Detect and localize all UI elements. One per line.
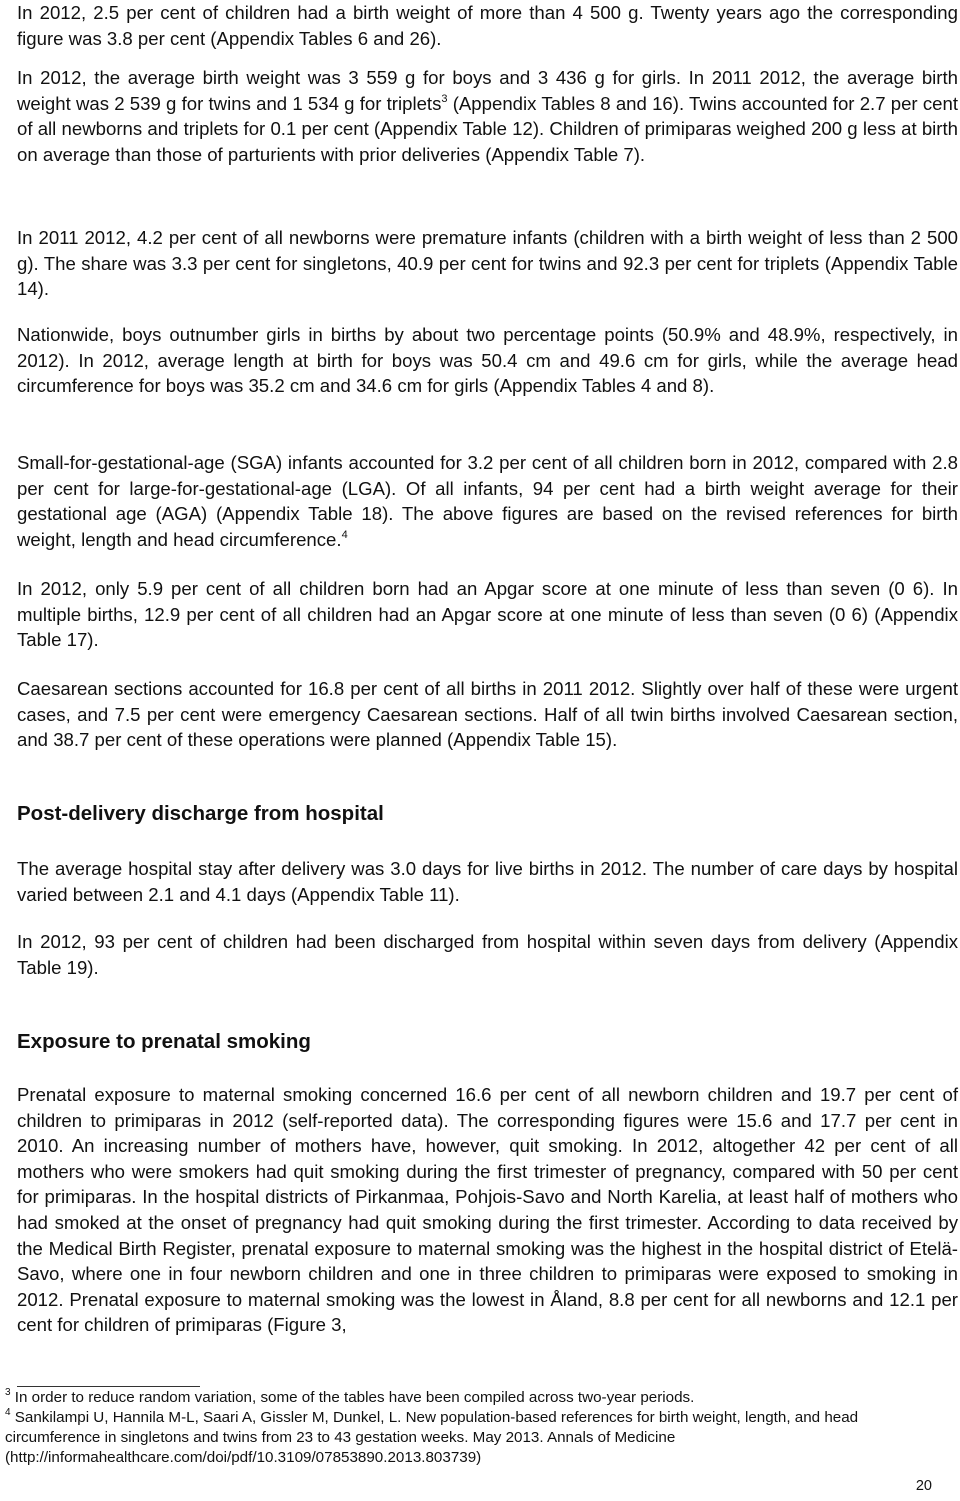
footnotes [5,1388,955,1468]
heading-prenatal-smoking: Exposure to prenatal smoking [17,1030,311,1053]
footnote-3 [5,1388,955,1408]
paragraph-sga-lga [17,450,958,552]
paragraph-discharged-within-seven-days: In 2012, 93 per cent of children had been discharged from hospital within seven days from delivery (Appendix Table 19). [17,931,958,978]
footnote-ref-4: 4 [341,528,348,541]
heading-post-delivery-discharge: Post-delivery discharge from hospital [17,802,384,825]
paragraph-average-birth-weight-part1: In 2012, the average birth weight was 3 559 g for boys and 3 436 g for girls. In 2011 2012, the average birth weight was 2 539 g for twins and 1 534 g for triplets [17,67,958,114]
footnote-ref-3: 3 [441,92,448,105]
footnote-4-mark: 4 [5,1407,11,1418]
paragraph-caesarean-sections: Caesarean sections accounted for 16.8 per cent of all births in 2011 2012. Slightly over half of these were urgent cases, and 7.5 per cent were emergency Caesarean sections. Half of all twin births involved Caesarean section, and 38.7 per cent of these operations were planned (Appendix Table 15). [17,678,958,751]
paragraph-average-birth-weight [17,65,958,167]
footnote-3-text: In order to reduce random variation, some of the tables have been compiled across two-year periods. [10,1389,695,1406]
footnote-separator [17,1386,200,1387]
paragraph-average-birth-weight-part2: (Appendix Tables 8 and 16). Twins accounted for 2.7 per cent of all newborns and triplets for 0.1 per cent (Appendix Table 12). Children of primiparas weighed 200 g less at birth on average than those of parturients with prior deliveries (Appendix Table 7). [17,92,958,165]
footnote-3-mark: 3 [5,1387,11,1398]
paragraph-apgar-score: In 2012, only 5.9 per cent of all children born had an Apgar score at one minute of less than seven (0 6). In multiple births, 12.9 per cent of all children had an Apgar score at one minute of less than seven (0 6) (Appendix Table 17). [17,578,958,651]
paragraph-prenatal-smoking: Prenatal exposure to maternal smoking concerned 16.6 per cent of all newborn children and 19.7 per cent of children to primiparas in 2012 (self-reported data). The corresponding figures were 15.6 and 17.7 per cent in 2010. An increasing number of mothers have, however, quit smoking. In 2012, altogether 42 per cent of all mothers who were smokers had quit smoking during the first trimester of pregnancy, compared with 50 per cent for primiparas. In the hospital districts of Pirkanmaa, Pohjois-Savo and North Karelia, at least half of mothers who had smoked at the onset of pregnancy had quit smoking during the first trimester. According to data received by the Medical Birth Register, prenatal exposure to maternal smoking was the highest in the hospital district of Etelä-Savo, where one in four newborn children and one in three children to primiparas were exposed to smoking in 2012. Prenatal exposure to maternal smoking was the lowest in Åland, 8.8 per cent for all newborns and 12.1 per cent for children of primiparas (Figure 3, [17,1084,958,1336]
footnote-4-text: Sankilampi U, Hannila M-L, Saari A, Gissler M, Dunkel, L. New population-based references for birth weight, length, and head circumference in singletons and twins from 23 to 43 gestation weeks. May 2013. Annals of Medicine (http://informahealthcare.com/doi/pdf/10.3109/07853890.2013.803739) [5,1409,859,1466]
paragraph-sex-ratio-length: Nationwide, boys outnumber girls in births by about two percentage points (50.9% and 48.9%, respectively, in 2012). In 2012, average length at birth for boys was 50.4 cm and 49.6 cm for girls, while the average head circumference for boys was 35.2 cm and 34.6 cm for girls (Appendix Tables 4 and 8). [17,324,958,397]
paragraph-birth-weight-over-4500: In 2012, 2.5 per cent of children had a birth weight of more than 4 500 g. Twenty years ago the corresponding figure was 3.8 per cent (Appendix Tables 6 and 26). [17,2,958,49]
paragraph-sga-lga-text: Small-for-gestational-age (SGA) infants accounted for 3.2 per cent of all children born in 2012, compared with 2.8 per cent for large-for-gestational-age (LGA). Of all infants, 94 per cent had a birth weight average for their gestational age (AGA) (Appendix Table 18). The above figures are based on the revised references for birth weight, length and head circumference. [17,452,958,550]
page-number: 20 [915,1478,932,1494]
paragraph-hospital-stay: The average hospital stay after delivery was 3.0 days for live births in 2012. The number of care days by hospital varied between 2.1 and 4.1 days (Appendix Table 11). [17,858,958,905]
paragraph-premature-infants: In 2011 2012, 4.2 per cent of all newborns were premature infants (children with a birth weight of less than 2 500 g). The share was 3.3 per cent for singletons, 40.9 per cent for twins and 92.3 per cent for triplets (Appendix Table 14). [17,227,958,300]
footnote-4 [5,1408,955,1468]
